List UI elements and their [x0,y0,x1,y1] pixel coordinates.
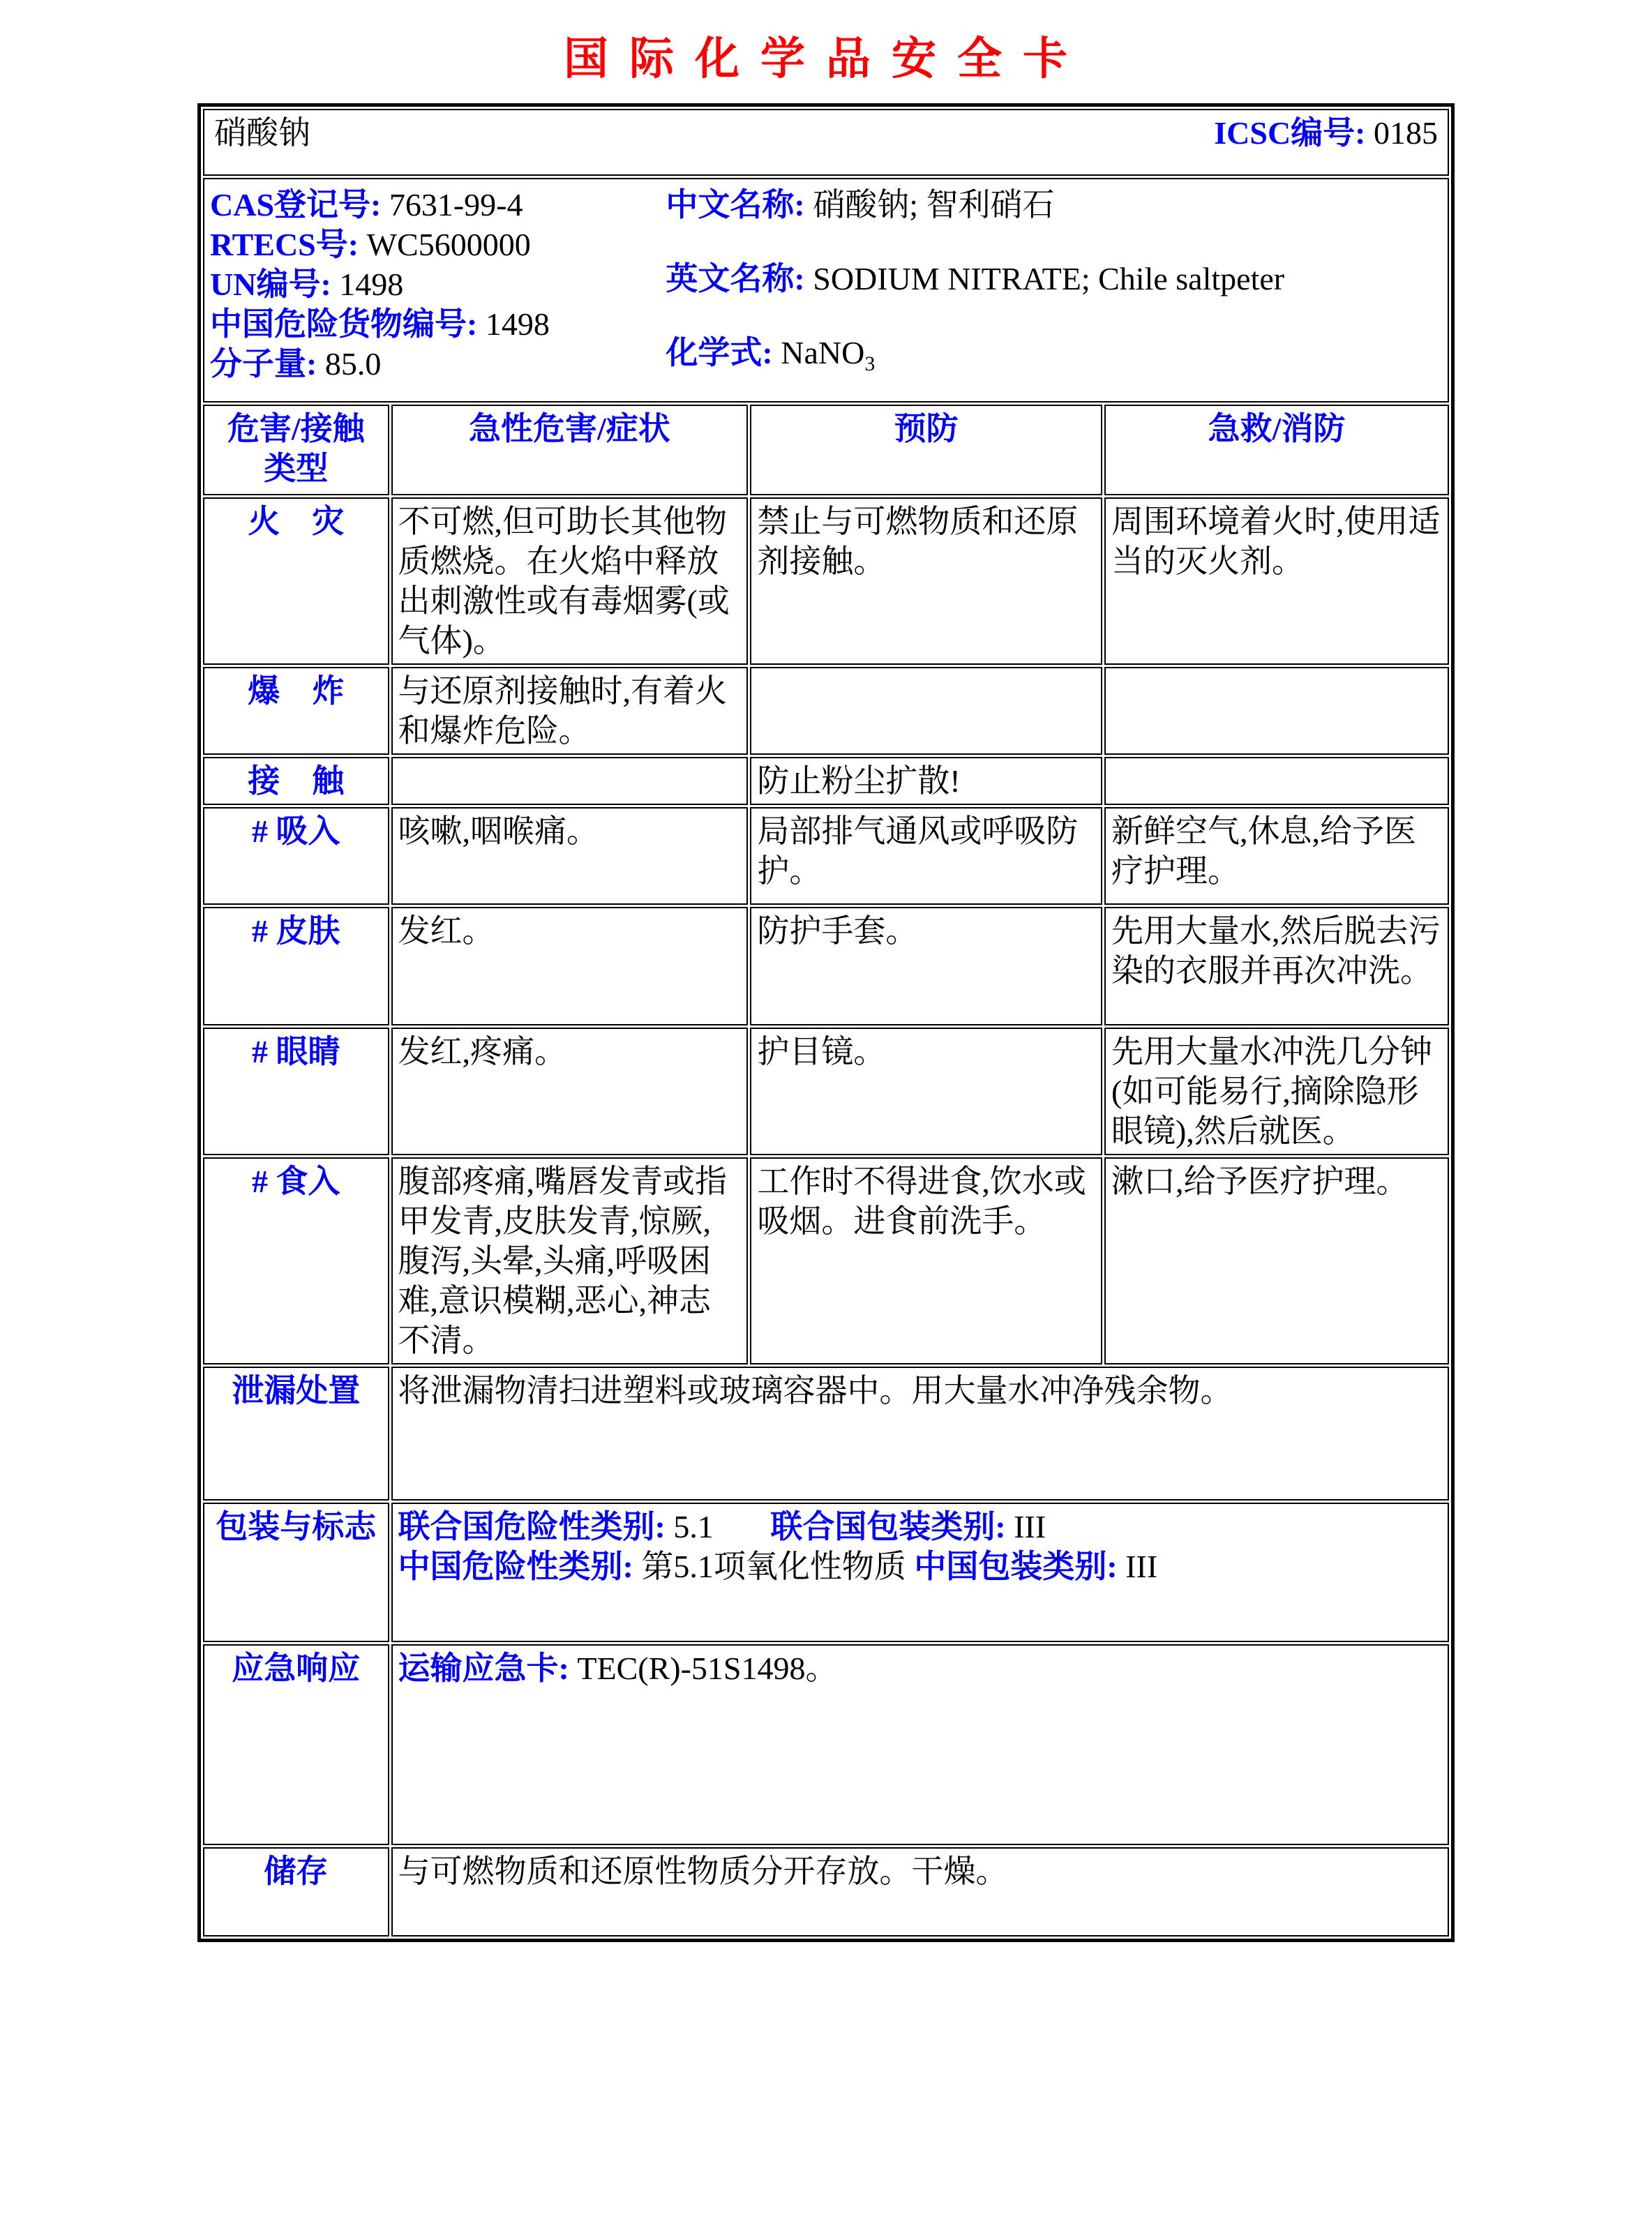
emergency-response-row [203,1644,1449,1845]
safety-card-table [197,103,1455,1942]
transport-emergency-card-value: TEC(R)-51S1498。 [577,1651,838,1686]
identifiers-cell [203,178,1449,403]
hazard-symptoms [391,757,749,805]
molecular-weight-label: 分子量: [210,346,317,382]
chemical-formula-value: NaNO$_3$ [781,334,876,375]
packaging-content [391,1503,1449,1642]
hazard-category: # 吸入 [203,807,389,905]
firstaid-header: 急救/消防 [1104,405,1449,495]
spill-content: 将泄漏物清扫进塑料或玻璃容器中。用大量水冲净残余物。 [391,1367,1449,1501]
un-number-value: 1498 [339,266,404,302]
hazard-firstaid: 新鲜空气,休息,给予医疗护理。 [1104,807,1449,905]
cas-number-label: CAS登记号: [210,187,382,223]
un-packing-group-value: III [1014,1509,1046,1544]
english-name-value: SODIUM NITRATE; Chile saltpeter [813,260,1285,296]
hazard-category: # 眼睛 [203,1028,389,1155]
emergency-response-content [391,1644,1449,1845]
hazard-prevention: 工作时不得进食,饮水或吸烟。进食前洗手。 [750,1157,1102,1364]
un-hazard-class-label: 联合国危险性类别: [398,1509,666,1544]
hazard-category: 爆 炸 [203,667,389,755]
hazard-prevention: 防止粉尘扩散! [750,757,1102,805]
rtecs-number-value: WC5600000 [366,227,531,262]
un-packing-group-label: 联合国包装类别: [770,1509,1006,1544]
cas-number-value: 7631-99-4 [389,187,523,223]
icsc-number-label: ICSC编号: [1214,115,1366,151]
hazard-type-header: 危害/接触 类型 [203,405,389,495]
hazard-symptoms: 发红。 [391,907,749,1025]
hazard-prevention: 局部排气通风或呼吸防护。 [750,807,1102,905]
molecular-weight-line [210,344,666,384]
hazard-prevention [750,667,1102,755]
un-classification-line [398,1507,1442,1547]
hazard-row-fire [203,497,1449,665]
cn-dangerous-goods-number-label: 中国危险货物编号: [210,306,478,342]
packaging-row [203,1503,1449,1642]
hazard-category: 接 触 [203,757,389,805]
identifiers-row [203,178,1449,403]
hazard-prevention: 防护手套。 [750,907,1102,1025]
hazard-firstaid: 先用大量水,然后脱去污染的衣服并再次冲洗。 [1104,907,1449,1025]
rtecs-number-line [210,225,666,264]
identifiers-left-column [210,182,666,386]
storage-category: 储存 [203,1847,389,1937]
hazard-firstaid [1104,757,1449,805]
symptoms-header: 急性危害/症状 [391,405,749,495]
hazard-firstaid [1104,667,1449,755]
spill-category: 泄漏处置 [203,1367,389,1501]
hazard-row-contact [203,757,1449,805]
cn-dangerous-goods-number-value: 1498 [485,306,550,342]
formula-subscript: 3 [864,352,876,375]
card-header-row [203,109,1449,176]
hazard-symptoms: 腹部疼痛,嘴唇发青或指甲发青,皮肤发青,惊厥,腹泻,头晕,头痛,呼吸困难,意识模糊,恶心,神志不清。 [391,1157,749,1364]
hazard-symptoms: 发红,疼痛。 [391,1028,749,1155]
rtecs-number-label: RTECS号: [210,227,359,262]
molecular-weight-value: 85.0 [324,346,382,382]
hazard-category: 火 灾 [203,497,389,665]
storage-content: 与可燃物质和还原性物质分开存放。干燥。 [391,1847,1449,1937]
hazard-firstaid: 周围环境着火时,使用适当的灭火剂。 [1104,497,1449,665]
hazard-firstaid: 漱口,给予医疗护理。 [1104,1157,1449,1364]
chemical-formula-label: 化学式: [666,334,773,370]
cn-classification-line [398,1547,1442,1586]
hazard-prevention: 护目镜。 [750,1028,1102,1155]
hazard-row-ingestion [203,1157,1449,1364]
hazard-row-explosion [203,667,1449,755]
emergency-response-category: 应急响应 [203,1644,389,1845]
hazard-row-skin [203,907,1449,1025]
packaging-category: 包装与标志 [203,1503,389,1642]
hazard-category: # 食入 [203,1157,389,1364]
cn-dangerous-goods-number-line [210,304,666,344]
spill-row [203,1367,1449,1501]
substance-name: 硝酸钠 [214,115,310,151]
cn-hazard-class-label: 中国危险性类别: [398,1549,633,1584]
identifiers-right-column [666,182,1442,386]
hazard-prevention: 禁止与可燃物质和还原剂接触。 [750,497,1102,665]
icsc-number [1214,113,1438,153]
prevention-header: 预防 [750,405,1102,495]
cn-packing-group-value: III [1125,1549,1158,1584]
icsc-number-value: 0185 [1374,115,1438,151]
english-name-label: 英文名称: [666,260,805,296]
chemical-formula-line [666,333,1442,384]
hazard-row-inhalation [203,807,1449,905]
english-name-line [666,259,1442,299]
page-title: 国际化学品安全卡 [564,34,1088,84]
cn-hazard-class-value: 第5.1项氧化性物质 [641,1549,906,1584]
hazard-symptoms: 咳嗽,咽喉痛。 [391,807,749,905]
chinese-name-label: 中文名称: [666,187,805,223]
storage-row [203,1847,1449,1937]
un-number-label: UN编号: [210,266,331,302]
card-header-cell [203,109,1449,176]
transport-emergency-card-label: 运输应急卡: [398,1651,569,1686]
hazard-symptoms: 与还原剂接触时,有着火和爆炸危险。 [391,667,749,755]
un-hazard-class-value: 5.1 [673,1509,714,1544]
chinese-name-value: 硝酸钠; 智利硝石 [813,187,1055,223]
cas-number-line [210,185,666,225]
hazard-category: # 皮肤 [203,907,389,1025]
hazard-row-eyes [203,1028,1449,1155]
chinese-name-line [666,185,1442,225]
un-number-line [210,264,666,304]
hazard-symptoms: 不可燃,但可助长其他物质燃烧。在火焰中释放出刺激性或有毒烟雾(或气体)。 [391,497,749,665]
hazard-header-row [203,405,1449,495]
cn-packing-group-label: 中国包装类别: [914,1549,1118,1584]
hazard-firstaid: 先用大量水冲洗几分钟(如可能易行,摘除隐形眼镜),然后就医。 [1104,1028,1449,1155]
